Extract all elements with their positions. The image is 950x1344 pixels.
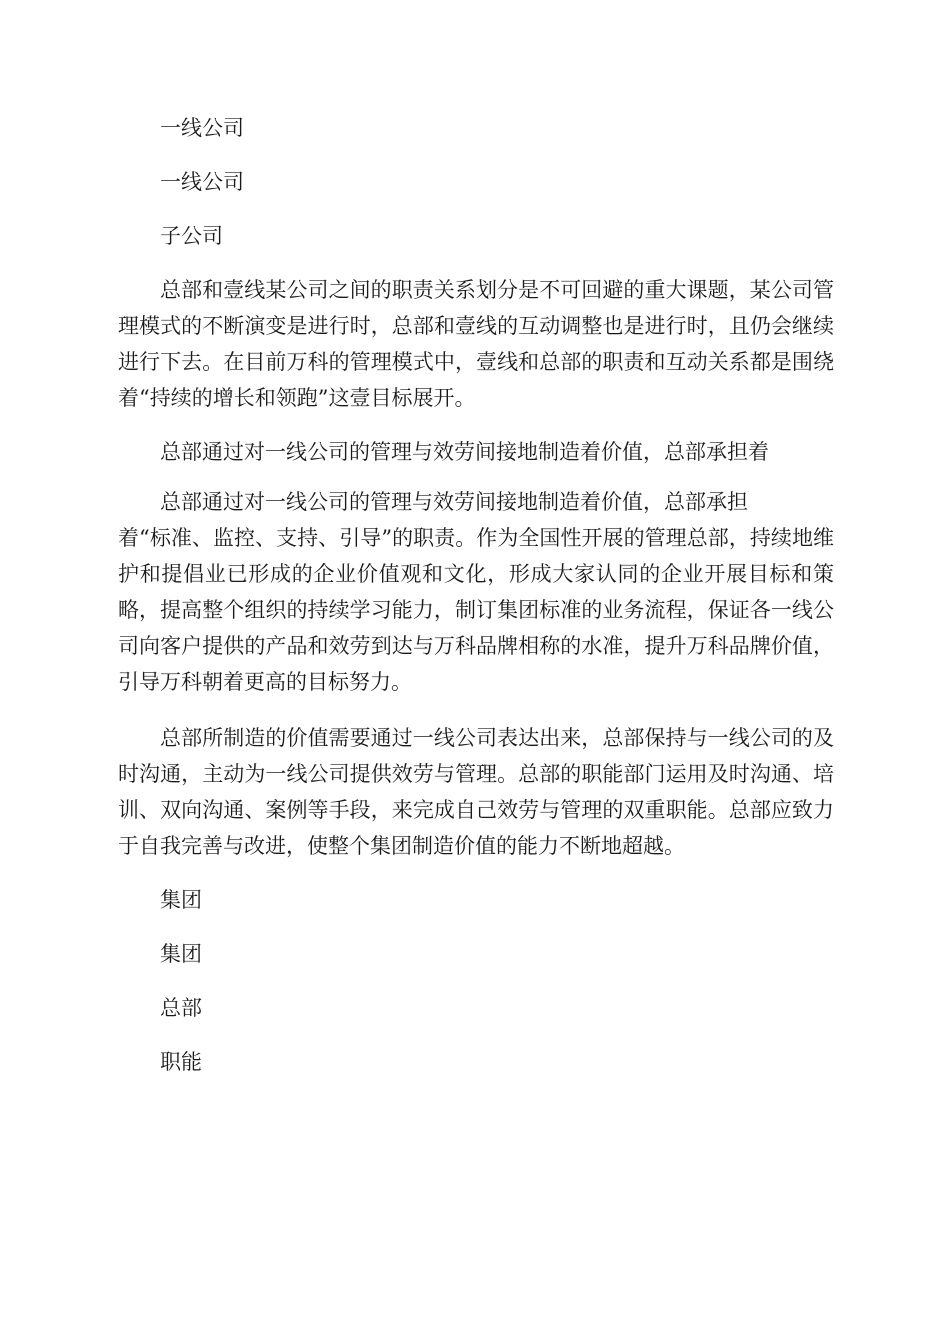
tail-line-4: 职能 — [160, 1050, 202, 1074]
paragraph-value-creation: 总部所制造的价值需要通过一线公司表达出来，总部保持与一线公司的及时沟通，主动为一线公司提供效劳与管理。总部的职能部门运用及时沟通、培训、双向沟通、案例等手段，来完成自己效劳与管理的双重职能。总部应致力于自我完善与改进，使整个集团制造价值的能力不断地超越。 — [118, 726, 834, 858]
tail-line-2: 集团 — [160, 942, 202, 966]
paragraph-headquarters-short: 总部通过对一线公司的管理与效劳间接地制造着价值，总部承担着 — [160, 440, 769, 464]
label-line-2: 一线公司 — [160, 170, 244, 194]
tail-line-3: 总部 — [160, 996, 202, 1020]
paragraph-headquarters-roles — [118, 484, 834, 700]
tail-line-1: 集团 — [160, 888, 202, 912]
label-line-1: 一线公司 — [160, 116, 244, 140]
document-page — [118, 110, 834, 1098]
paragraph-responsibilities: 总部和壹线某公司之间的职责关系划分是不可回避的重大课题，某公司管理模式的不断演变是进行时，总部和壹线的互动调整也是进行时，且仍会继续进行下去。在目前万科的管理模式中，壹线和总部的职责和互动关系都是围绕着“持续的增长和领跑”这壹目标展开。 — [118, 278, 834, 410]
label-line-3: 子公司 — [160, 224, 223, 248]
paragraph-roles-body: 着“标准、监控、支持、引导”的职责。作为全国性开展的管理总部，持续地维护和提倡业已形成的企业价值观和文化，形成大家认同的企业开展目标和策略，提高整个组织的持续学习能力，制订集团标准的业务流程，保证各一线公司向客户提供的产品和效劳到达与万科品牌相称的水准，提升万科品牌价值，引导万科朝着更高的目标努力。 — [118, 526, 834, 694]
paragraph-roles-first-line: 总部通过对一线公司的管理与效劳间接地制造着价值，总部承担 — [160, 490, 748, 514]
